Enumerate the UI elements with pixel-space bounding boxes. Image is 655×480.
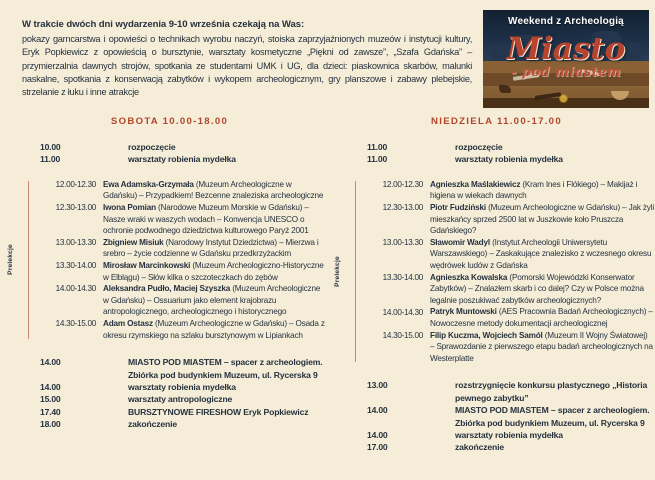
event-logo-banner [481,8,651,110]
sunday-opening-list [327,141,654,166]
saturday-opening-list [0,141,327,166]
schedule-time: 11.00 [40,154,61,165]
lecture-details [423,306,654,329]
schedule-description: rozpoczęcie [455,142,503,152]
schedule-time: 15.00 [40,394,61,405]
lectures-rule [28,181,29,339]
lecture-description: (Pomorski Wojewódzki Konserwator Zabytków) – Znalazłem skarb i co dalej? Czy w Polsce można legalnie poszukiwać zabytków archeologicznych? [430,272,644,305]
lecture-time: 14.00-14.30 [382,307,423,317]
lecture-speaker: Agnieszka Kowalska [430,272,508,282]
schedule-row [327,429,654,441]
lecture-speaker: Agnieszka Maślakiewicz [430,179,521,189]
header [0,0,655,118]
lecture-row [40,283,327,318]
schedule-row [0,418,327,430]
schedule-description: rozpoczęcie [128,142,176,152]
schedule-time: 14.00 [40,381,61,392]
lecture-speaker: Filip Kuczma, Wojciech Samól [430,330,543,340]
lecture-details [96,318,327,341]
artifact-shard-icon [499,85,511,93]
lecture-row [40,237,327,260]
schedule-description: warsztaty robienia mydełka [455,154,563,165]
sunday-lectures-list [367,179,654,365]
schedule-row [0,406,327,418]
schedule-row [327,441,654,453]
lecture-details [96,283,327,318]
lecture-row [40,318,327,341]
schedule-row [0,153,327,165]
schedule-time: 10.00 [40,142,61,152]
schedule-time: 18.00 [40,419,61,430]
schedule-time: 11.00 [367,142,388,152]
lecture-description: (Muzeum Archeologiczno-Historyczne w Elblągu) – Słów kilka o szczoteczkach do zębów [103,260,324,282]
intro-text-block [22,18,472,99]
logo-subtitle: - pod miastem [510,65,622,80]
lectures-rule [355,181,356,363]
schedule-description: MIASTO POD MIASTEM – spacer z archeologiem. Zbiórka pod budynkiem Muzeum, ul. Rycerska 9 [128,357,323,380]
lecture-row [367,202,654,237]
schedule-row [327,141,654,153]
saturday-lectures-section [0,179,327,341]
lecture-row [367,306,654,329]
lecture-row [40,202,327,237]
schedule-time: 11.00 [367,154,388,165]
lecture-description: (Muzeum Archeologiczne w Gdańsku) – Przypadkiem! Bezcenne znaleziska archeologiczne [103,179,324,201]
lecture-time: 14.30-15.00 [382,330,423,340]
lecture-details [96,179,327,202]
lecture-speaker: Patryk Muntowski [430,307,497,317]
lecture-details [96,260,327,283]
lecture-description: (Muzeum Archeologiczne w Gdańsku) – Ossuarium jako element krajobrazu antropologicznego, archeologicznego i historycznego [103,284,321,317]
schedule-row [327,153,654,165]
lecture-row [367,237,654,272]
sunday-day-title: NIEDZIELA 11.00-17.00 [431,116,562,127]
schedule-time: 17.40 [40,406,61,417]
logo-title: Miasto [506,31,626,67]
saturday-column [0,116,327,480]
lecture-description: (Muzeum Archeologiczne w Gdańsku) – Osada z okresu rzymskiego na szlaku bursztynowym w Lipiankach [103,318,325,340]
schedule-time: 13.00 [367,380,388,391]
lecture-description: (AES Pracownia Badań Archeologicznych) – Nowoczesne metody dokumentacji archeologicznej [430,307,653,328]
lecture-speaker: Iwona Pomian [103,203,156,212]
schedule-description: MIASTO POD MIASTEM – spacer z archeologiem. Zbiórka pod budynkiem Muzeum, ul. Rycerska 9 [455,405,650,428]
schedule-description: zakończenie [455,442,504,453]
schedule-row [0,381,327,393]
lecture-details [96,202,327,237]
lecture-row [40,260,327,283]
lecture-time: 14.30-15.00 [55,319,96,329]
saturday-closing-list [0,356,327,430]
lecture-time: 12.00-12.30 [382,180,423,190]
intro-body: pokazy garncarstwa i opowieści o technikach wyrobu naczyń, stoiska zaprzyjaźnionych muzeów i instytucji kultury, Eryk Popkiewicz z opowieścią o bursztynie, warsztaty kosmetyczne „Piękni od zawsze”, „Szafa Gdańska” – przymierzalnia dawnych strojów, spotkania ze studentami UMK i UG, dla dzieci: piaskownica skarbów, malunki naskalne, spotkania z konserwacją zabytków i wykopem archeologicznym, gry planszowe i zabawy plebejskie, strzelanie z łuku i inne atrakcje [22,34,472,98]
schedule-time: 14.00 [367,405,388,416]
lecture-description: (Instytut Archeologii Uniwersytetu Warszawskiego) – Zaskakujące znalezisko z wczesnego okresu wędrówek ludów z Gdańska [430,237,652,270]
schedule-row [327,379,654,404]
saturday-day-title: SOBOTA 10.00-18.00 [110,116,229,127]
lecture-time: 12.30-13.00 [55,203,96,213]
lecture-details [423,202,654,237]
sunday-column [327,116,654,480]
lecture-details [96,237,327,260]
sunday-lectures-label [325,179,349,365]
schedule-description: warsztaty robienia mydełka [455,429,563,440]
lecture-time: 13.30-14.00 [55,261,96,271]
lecture-speaker: Ewa Adamska-Grzymała [103,179,194,189]
lecture-description: (Narodowy Instytut Dziedzictwa) – Mierzwa i srebro – życie codzienne w Gdańsku przedkrzyżackim [103,237,319,259]
lecture-speaker: Zbigniew Misiuk [103,237,164,247]
schedule-time: 17.00 [367,442,388,453]
lecture-details [423,272,654,307]
lecture-speaker: Mirosław Marcinkowski [103,260,191,270]
lecture-speaker: Aleksandra Pudło, Maciej Szyszka [103,284,231,294]
schedule-row [0,356,327,381]
lecture-description: (Muzeum II Wojny Światowej) – Sprawozdanie z pierwszego etapu badań archeologicznych na Westerplatte [430,330,653,363]
logo-tagline: Weekend z Archeologią [508,16,624,27]
lecture-details [423,237,654,272]
saturday-lectures-list [40,179,327,341]
lecture-row [367,272,654,307]
lectures-label-text: Prelekcje [6,244,14,276]
sunday-closing-list [327,379,654,453]
lecture-time: 14.00-14.30 [55,284,96,294]
lecture-speaker: Piotr Fudziński [430,203,486,212]
sunday-lectures-section [327,179,654,365]
lecture-time: 12.30-13.00 [382,203,423,213]
lecture-time: 13.30-14.00 [382,272,423,282]
schedule-row [0,393,327,405]
lecture-details [423,179,654,202]
lecture-speaker: Sławomir Wadyl [430,237,490,247]
lecture-row [367,330,654,365]
lecture-speaker: Adam Ostasz [103,318,153,328]
lecture-time: 13.00-13.30 [382,238,423,248]
lecture-description: (Narodowe Muzeum Morskie w Gdańsku) – Nasze wraki w waszych wodach – Konwencja UNESCO o ochronie podwodnego dziedzictwa kulturowego Paryż 2001 [103,203,309,236]
lecture-row [40,179,327,202]
lecture-description: (Muzeum Archeologiczne w Gdańsku) – Jak żyli mieszkańcy sprzed 2500 lat w Juszkowie koło Pruszcza Gdańskiego? [430,203,654,236]
schedule-description: BURSZTYNOWE FIRESHOW Eryk Popkiewicz [128,406,309,417]
schedule-description: zakończenie [128,419,177,430]
lectures-label-text: Prelekcje [333,256,341,287]
schedule-description: rozstrzygnięcie konkursu plastycznego „Historia pewnego zabytku” [455,380,648,403]
schedule-description: warsztaty robienia mydełka [128,381,236,392]
schedule-description: warsztaty robienia mydełka [128,154,236,165]
lecture-time: 13.00-13.30 [55,238,96,248]
schedule-time: 14.00 [40,357,61,368]
schedule-description: warsztaty antropologiczne [128,394,233,405]
lecture-time: 12.00-12.30 [55,180,96,190]
schedule-time: 14.00 [367,429,388,440]
lecture-row [367,179,654,202]
saturday-lectures-label [0,179,22,341]
intro-lead: W trakcie dwóch dni wydarzenia 9-10 września czekają na Was: [22,19,305,30]
schedule-row [0,141,327,153]
schedule-row [327,404,654,429]
lecture-details [423,330,654,365]
lecture-description: (Kram Ines i Flókiego) – Makijaż i higiena w wiekach dawnych [430,179,638,201]
